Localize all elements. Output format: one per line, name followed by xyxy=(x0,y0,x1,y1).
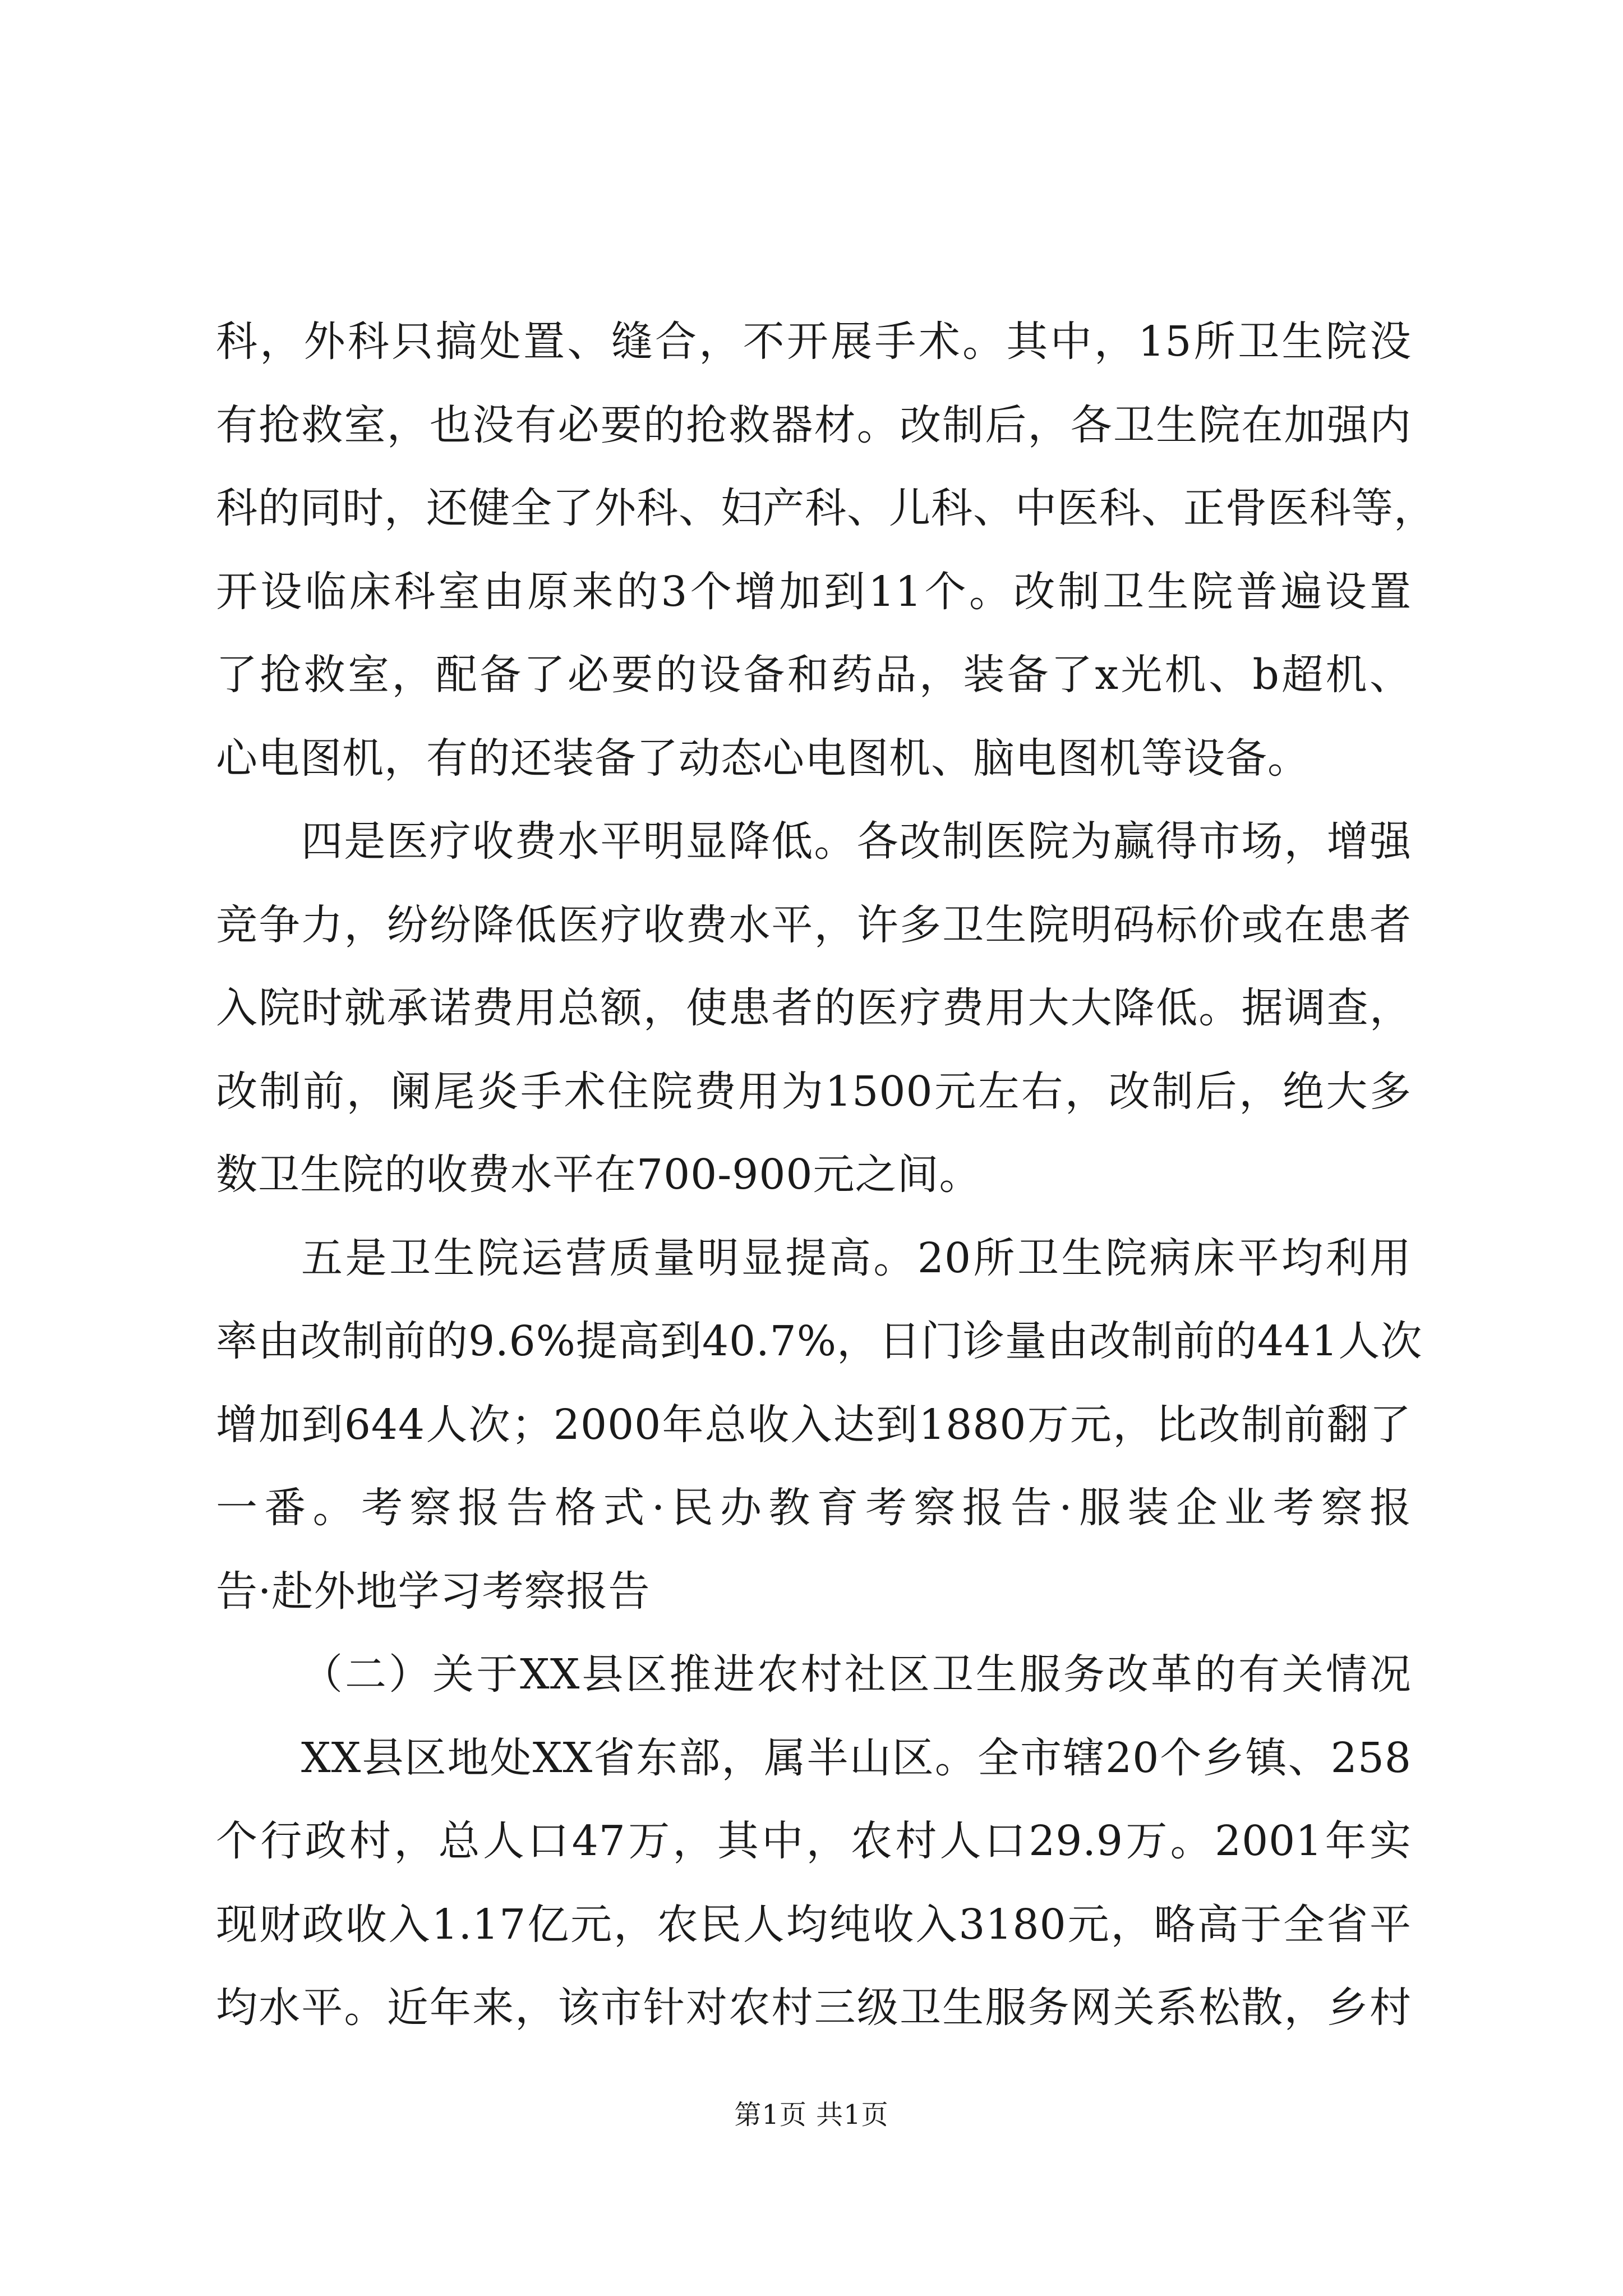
document-body xyxy=(216,300,1436,2050)
paragraph-line: 入院时就承诺费用总额，使患者的医疗费用大大降低。据调查， xyxy=(216,984,1412,1032)
paragraph-line: 开设临床科室由原来的3个增加到11个。改制卫生院普遍设置 xyxy=(216,567,1412,616)
paragraph-first-line: XX县区地处XX省东部，属半山区。全市辖20个乡镇、258 xyxy=(301,1733,1412,1782)
page-footer: 第1页 共1页 xyxy=(734,2099,889,2131)
paragraph-line: 了抢救室，配备了必要的设备和药品，装备了x光机、b超机、 xyxy=(216,651,1412,699)
paragraph-line: 数卫生院的收费水平在700-900元之间。 xyxy=(216,1151,981,1199)
paragraph-line: 增加到644人次；2000年总收入达到1880万元，比改制前翻了 xyxy=(216,1400,1412,1449)
paragraph-line: 均水平。近年来，该市针对农村三级卫生服务网关系松散，乡村 xyxy=(216,1984,1412,2032)
paragraph-line: 率由改制前的9.6%提高到40.7%，日门诊量由改制前的441人次 xyxy=(216,1317,1423,1365)
paragraph-line: 现财政收入1.17亿元，农民人均纯收入3180元，略高于全省平 xyxy=(216,1900,1412,1949)
paragraph-line: 科的同时，还健全了外科、妇产科、儿科、中医科、正骨医科等， xyxy=(216,484,1436,532)
paragraph-line: 改制前，阑尾炎手术住院费用为1500元左右，改制后，绝大多 xyxy=(216,1067,1412,1116)
paragraph-line: 个行政村，总人口47万，其中，农村人口29.9万。2001年实 xyxy=(216,1817,1412,1865)
section-heading: （二）关于XX县区推进农村社区卫生服务改革的有关情况 xyxy=(301,1650,1412,1699)
paragraph-line: 科，外科只搞处置、缝合，不开展手术。其中，15所卫生院没 xyxy=(216,318,1412,366)
paragraph-line: 有抢救室，也没有必要的抢救器材。改制后，各卫生院在加强内 xyxy=(216,401,1412,449)
paragraph-line: 心电图机，有的还装备了动态心电图机、脑电图机等设备。 xyxy=(216,734,1310,783)
paragraph-first-line: 五是卫生院运营质量明显提高。20所卫生院病床平均利用 xyxy=(301,1234,1412,1282)
paragraph-line: 竞争力，纷纷降低医疗收费水平，许多卫生院明码标价或在患者 xyxy=(216,900,1412,949)
paragraph-line: 告·赴外地学习考察报告 xyxy=(216,1567,651,1616)
paragraph-first-line: 四是医疗收费水平明显降低。各改制医院为赢得市场，增强 xyxy=(301,817,1412,866)
paragraph-line: 一番。考察报告格式·民办教育考察报告·服装企业考察报 xyxy=(216,1484,1412,1532)
